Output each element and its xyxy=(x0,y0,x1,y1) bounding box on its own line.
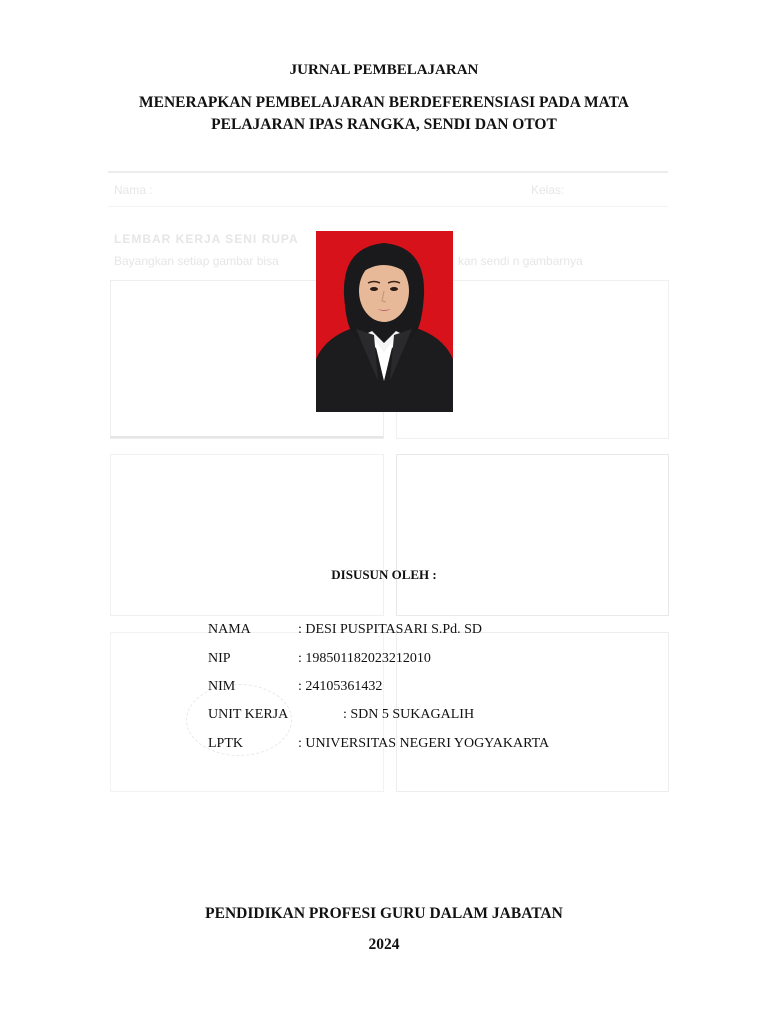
watermark-top-rule xyxy=(108,171,668,173)
document-subtitle-line-2: PELAJARAN IPAS RANGKA, SENDI DAN OTOT xyxy=(211,116,557,133)
author-label: LPTK xyxy=(208,736,243,751)
watermark-box-middle-right xyxy=(396,454,669,616)
watermark-kelas: Kelas: xyxy=(531,183,565,197)
watermark-box-underline xyxy=(110,436,383,438)
author-value: : SDN 5 SUKAGALIH xyxy=(343,707,475,722)
author-photo xyxy=(316,231,453,412)
author-value: : 198501182023212010 xyxy=(298,651,431,666)
portrait-illustration xyxy=(316,231,453,412)
watermark-worksheet-title: LEMBAR KERJA SENI RUPA xyxy=(114,232,299,246)
author-label: NIM xyxy=(208,679,236,694)
footer-program: PENDIDIKAN PROFESI GURU DALAM JABATAN xyxy=(205,905,563,922)
watermark-instruction-right: kan sendi n gambarnya xyxy=(458,254,583,268)
author-value: : DESI PUSPITASARI S.Pd. SD xyxy=(298,622,483,637)
footer-year: 2024 xyxy=(368,936,400,953)
author-value: : UNIVERSITAS NEGERI YOGYAKARTA xyxy=(298,736,550,751)
watermark-instruction-left: Bayangkan setiap gambar bisa xyxy=(114,254,279,268)
author-heading: DISUSUN OLEH : xyxy=(331,567,437,582)
author-value: : 24105361432 xyxy=(298,679,383,694)
watermark-rule xyxy=(108,206,668,207)
author-label: UNIT KERJA xyxy=(208,707,289,722)
author-label: NIP xyxy=(208,651,231,666)
watermark-nama: Nama : xyxy=(114,183,153,197)
document-subtitle-line-1: MENERAPKAN PEMBELAJARAN BERDEFERENSIASI PADA MATA xyxy=(139,94,629,111)
author-label: NAMA xyxy=(208,622,251,637)
watermark-box-middle-left xyxy=(110,454,384,616)
document-title: JURNAL PEMBELAJARAN xyxy=(289,62,479,78)
